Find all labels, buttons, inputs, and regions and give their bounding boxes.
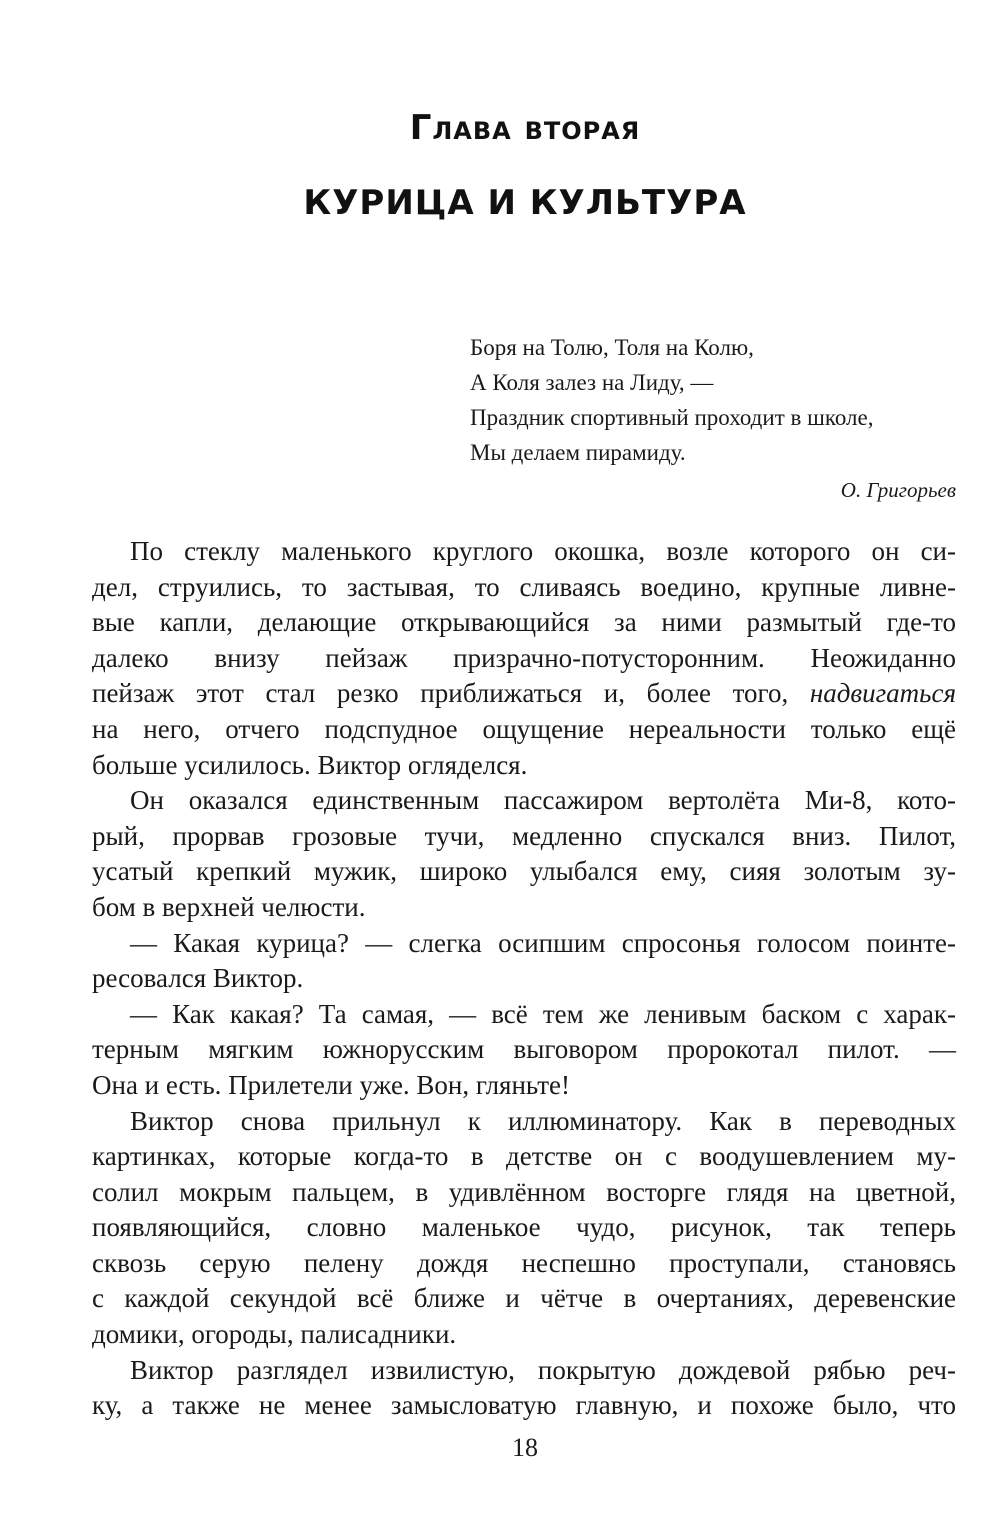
epigraph-line: Боря на Толю, Толя на Колю, xyxy=(470,335,754,360)
paragraph-1 xyxy=(92,534,956,783)
text-line: на него, отчего подспудное ощущение нереальности только ещё xyxy=(92,713,956,744)
text-line: — Как какая? Та самая, — всё тем же ленивым баском с харак- xyxy=(130,998,956,1029)
text-line-with-emphasis xyxy=(92,676,956,712)
text-line: вые капли, делающие открывающийся за ними размытый где-то xyxy=(92,607,956,638)
text-line: Он оказался единственным пассажиром вертолёта Ми-8, кото- xyxy=(130,785,956,816)
text-line: солил мокрым пальцем, в удивлённом восторге глядя на цветной, xyxy=(92,1176,956,1207)
epigraph-line: Мы делаем пирамиду. xyxy=(470,440,686,465)
text-segment: пейзаж этот стал резко приближаться и, более того, xyxy=(92,678,789,709)
text-line: с каждой секундой всё ближе и чётче в очертаниях, деревенские xyxy=(92,1283,956,1314)
chapter-body xyxy=(92,534,956,1424)
chapter-label: Глава вторая xyxy=(409,108,641,148)
text-line: Виктор разглядел извилистую, покрытую дождевой рябью реч- xyxy=(130,1354,956,1385)
text-line: картинках, которые когда-то в детстве он с воодушевлением му- xyxy=(92,1141,956,1172)
paragraph-4 xyxy=(92,997,956,1104)
text-line: далеко внизу пейзаж призрачно-потусторонним. Неожиданно xyxy=(92,642,956,673)
text-line: Виктор снова прильнул к иллюминатору. Как в переводных xyxy=(130,1105,956,1136)
text-line: По стеклу маленького круглого окошка, возле которого он си- xyxy=(130,536,956,566)
chapter-title: КУРИЦА И КУЛЬТУРА xyxy=(303,183,747,223)
text-line: — Какая курица? — слегка осипшим спросонья голосом поинте- xyxy=(130,927,956,958)
epigraph-line: Праздник спортивный проходит в школе, xyxy=(470,405,874,430)
text-line: бом в верхней челюсти. xyxy=(92,891,366,922)
paragraph-5 xyxy=(92,1104,956,1353)
paragraph-2 xyxy=(92,783,956,925)
epigraph xyxy=(470,330,960,508)
text-line: усатый крепкий мужик, широко улыбался ему, сияя золотым зу- xyxy=(92,856,956,887)
text-line: больше усилилось. Виктор огляделся. xyxy=(92,749,528,780)
page-number: 18 xyxy=(512,1433,538,1462)
text-line: домики, огороды, палисадники. xyxy=(92,1319,457,1350)
text-line: ку, а также не менее замысловатую главную, и похоже было, что xyxy=(92,1390,956,1421)
emphasized-word: надвигаться xyxy=(809,678,957,709)
text-line: Она и есть. Прилетели уже. Вон, гляньте! xyxy=(92,1069,570,1100)
text-line: сквозь серую пелену дождя неспешно проступали, становясь xyxy=(92,1247,956,1278)
paragraph-6 xyxy=(92,1353,956,1424)
text-line: терным мягким южнорусским выговором пророкотал пилот. — xyxy=(92,1034,956,1065)
epigraph-line: А Коля залез на Лиду, — xyxy=(470,370,714,395)
text-line: дел, струились, то застывая, то сливаясь воедино, крупные ливне- xyxy=(92,571,956,602)
text-line: ресовался Виктор. xyxy=(92,963,304,994)
text-line: рый, прорвав грозовые тучи, медленно спускался вниз. Пилот, xyxy=(92,820,956,851)
paragraph-3 xyxy=(92,926,956,997)
text-line: появляющийся, словно маленькое чудо, рисунок, так теперь xyxy=(92,1212,956,1243)
epigraph-author: О. Григорьев xyxy=(840,478,956,502)
